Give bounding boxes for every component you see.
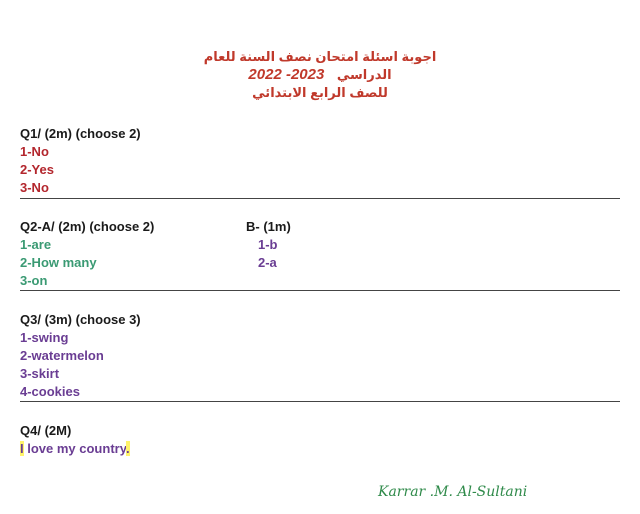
q2a-answer-1: 1-are [20, 237, 52, 252]
q3-answer-3: 3-skirt [20, 366, 60, 381]
q2b-answer-2: 2-a [258, 255, 277, 270]
q4-answer-first: I [20, 441, 24, 456]
q4-section [20, 422, 130, 458]
q4-answer-last: . [125, 441, 130, 456]
q1-answer-3: 3-No [20, 180, 49, 195]
title-line-3: للصف الرابع الابتدائي [252, 85, 388, 100]
title-line-1: اجوبة اسئلة امتحان نصف السنة للعام [203, 49, 437, 64]
q4-heading: Q4/ (2M) [20, 423, 72, 438]
q2b-answer-1: 1-b [258, 237, 278, 252]
divider-2 [20, 290, 620, 291]
q1-answer-2: 2-Yes [20, 162, 54, 177]
q4-answer-middle: love my country [23, 441, 126, 456]
q3-answer-1: 1-swing [20, 330, 69, 345]
q1-heading: Q1/ (2m) (choose 2) [20, 126, 141, 141]
q1-answer-1: 1-No [20, 144, 49, 159]
title-years: 2022 -2023 [248, 66, 325, 83]
q2a-answer-2: 2-How many [20, 255, 97, 270]
title-line-2 [200, 65, 440, 85]
q2b-heading: B- (1m) [246, 219, 291, 234]
q2a-answer-3: 3-on [20, 273, 48, 288]
q3-section [20, 311, 141, 401]
divider-3 [20, 401, 620, 402]
signature: Karrar .M. Al-Sultani [378, 484, 528, 500]
divider-1 [20, 198, 620, 199]
title-block [200, 48, 440, 101]
q2a-section [20, 218, 154, 290]
title-line-2-arabic: الدراسي [336, 67, 392, 82]
q1-section [20, 125, 141, 197]
q2a-heading: Q2-A/ (2m) (choose 2) [20, 219, 155, 234]
q4-answer [20, 440, 130, 458]
q3-heading: Q3/ (3m) (choose 3) [20, 312, 141, 327]
q2b-section [246, 218, 291, 272]
q3-answer-2: 2-watermelon [20, 348, 104, 363]
q3-answer-4: 4-cookies [20, 384, 80, 399]
